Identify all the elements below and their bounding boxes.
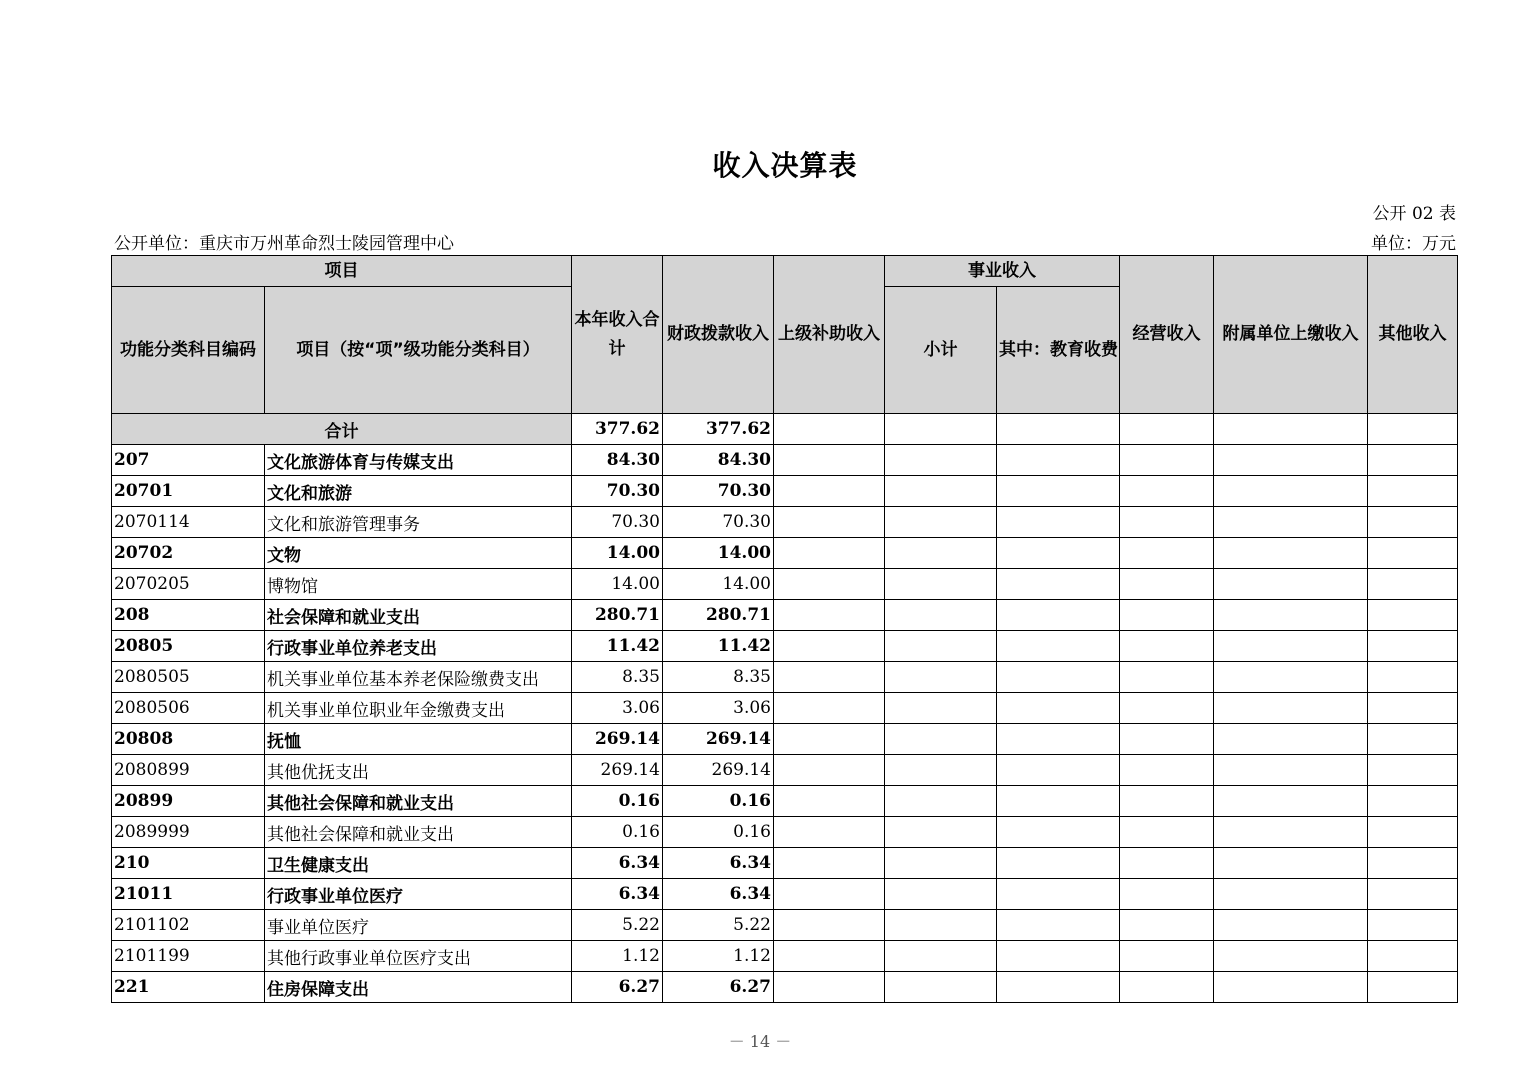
row-name: 机关事业单位职业年金缴费支出 [265,693,572,724]
row-total-income: 14.00 [572,538,663,569]
empty-cell [774,414,885,445]
empty-cell [774,693,885,724]
empty-cell [1368,786,1458,817]
table-row [112,879,1458,910]
header-other: 其他收入 [1368,256,1458,414]
empty-cell [1214,755,1368,786]
header-affiliated: 附属单位上缴收入 [1214,256,1368,414]
empty-cell [1368,476,1458,507]
empty-cell [774,910,885,941]
empty-cell [885,910,997,941]
row-code: 210 [112,848,265,879]
table-row [112,817,1458,848]
table-row [112,786,1458,817]
row-total-income: 0.16 [572,786,663,817]
row-fiscal: 269.14 [663,724,774,755]
empty-cell [1214,972,1368,1003]
empty-cell [1120,910,1214,941]
empty-cell [997,941,1120,972]
row-fiscal: 0.16 [663,786,774,817]
empty-cell [885,600,997,631]
row-fiscal: 6.34 [663,848,774,879]
empty-cell [885,786,997,817]
empty-cell [997,569,1120,600]
empty-cell [1368,569,1458,600]
empty-cell [885,972,997,1003]
empty-cell [1214,414,1368,445]
total-row [112,414,1458,445]
empty-cell [1120,879,1214,910]
row-name: 行政事业单位养老支出 [265,631,572,662]
row-code: 207 [112,445,265,476]
empty-cell [1120,786,1214,817]
row-name: 卫生健康支出 [265,848,572,879]
header-item-group: 项目 [112,256,572,287]
empty-cell [1368,910,1458,941]
empty-cell [774,972,885,1003]
table-row [112,755,1458,786]
empty-cell [885,724,997,755]
income-table [111,255,1458,1003]
empty-cell [1214,569,1368,600]
row-total-income: 280.71 [572,600,663,631]
empty-cell [1120,476,1214,507]
table-row [112,662,1458,693]
row-total-income: 6.34 [572,848,663,879]
empty-cell [774,445,885,476]
empty-cell [997,445,1120,476]
header-education-fee: 其中：教育收费 [997,287,1120,414]
row-total-income: 8.35 [572,662,663,693]
empty-cell [1214,538,1368,569]
row-name: 抚恤 [265,724,572,755]
empty-cell [1214,941,1368,972]
row-total-income: 70.30 [572,507,663,538]
empty-cell [1120,445,1214,476]
total-label: 合计 [112,414,572,445]
row-total-income: 5.22 [572,910,663,941]
org-label: 公开单位：重庆市万州革命烈士陵园管理中心 [114,234,454,254]
table-code: 公开 02 表 [1372,204,1456,224]
row-fiscal: 6.34 [663,879,774,910]
row-name: 社会保障和就业支出 [265,600,572,631]
empty-cell [774,786,885,817]
empty-cell [1120,755,1214,786]
empty-cell [997,414,1120,445]
empty-cell [774,879,885,910]
empty-cell [1214,693,1368,724]
row-fiscal: 6.27 [663,972,774,1003]
empty-cell [774,507,885,538]
header-superior: 上级补助收入 [774,256,885,414]
total-income-value: 377.62 [572,414,663,445]
empty-cell [885,755,997,786]
empty-cell [1120,569,1214,600]
table-row [112,693,1458,724]
page-title: 收入决算表 [712,149,858,182]
row-total-income: 6.34 [572,879,663,910]
table-row [112,569,1458,600]
empty-cell [885,507,997,538]
row-code: 2080505 [112,662,265,693]
empty-cell [997,879,1120,910]
row-fiscal: 3.06 [663,693,774,724]
empty-cell [885,879,997,910]
empty-cell [1214,848,1368,879]
empty-cell [1120,724,1214,755]
row-fiscal: 14.00 [663,569,774,600]
empty-cell [885,693,997,724]
empty-cell [997,972,1120,1003]
empty-cell [1120,538,1214,569]
row-code: 2080899 [112,755,265,786]
empty-cell [885,414,997,445]
empty-cell [774,631,885,662]
row-name: 行政事业单位医疗 [265,879,572,910]
empty-cell [885,848,997,879]
empty-cell [1120,662,1214,693]
row-name: 住房保障支出 [265,972,572,1003]
empty-cell [1368,693,1458,724]
row-total-income: 1.12 [572,941,663,972]
row-name: 博物馆 [265,569,572,600]
empty-cell [997,662,1120,693]
empty-cell [1368,848,1458,879]
empty-cell [997,507,1120,538]
row-name: 文物 [265,538,572,569]
table-row [112,724,1458,755]
empty-cell [1214,600,1368,631]
row-name: 其他行政事业单位医疗支出 [265,941,572,972]
row-code: 20701 [112,476,265,507]
row-total-income: 70.30 [572,476,663,507]
empty-cell [997,476,1120,507]
table-row [112,507,1458,538]
empty-cell [774,724,885,755]
empty-cell [774,600,885,631]
row-name: 文化和旅游管理事务 [265,507,572,538]
header-total-income: 本年收入合计 [572,256,663,414]
empty-cell [774,538,885,569]
empty-cell [1368,879,1458,910]
row-code: 221 [112,972,265,1003]
empty-cell [997,724,1120,755]
header-subtotal: 小计 [885,287,997,414]
empty-cell [1120,941,1214,972]
empty-cell [1214,662,1368,693]
empty-cell [1214,910,1368,941]
empty-cell [997,631,1120,662]
table-row [112,972,1458,1003]
row-name: 事业单位医疗 [265,910,572,941]
empty-cell [997,817,1120,848]
empty-cell [1368,538,1458,569]
empty-cell [1214,507,1368,538]
table-row [112,476,1458,507]
empty-cell [997,910,1120,941]
row-name: 文化旅游体育与传媒支出 [265,445,572,476]
row-fiscal: 70.30 [663,476,774,507]
row-total-income: 6.27 [572,972,663,1003]
header-name: 项目（按“项”级功能分类科目） [265,287,572,414]
empty-cell [1368,445,1458,476]
table-row [112,910,1458,941]
header-fiscal: 财政拨款收入 [663,256,774,414]
empty-cell [1368,972,1458,1003]
header-code: 功能分类科目编码 [112,287,265,414]
page-number: － 14 － [728,1032,792,1051]
empty-cell [1368,817,1458,848]
empty-cell [885,631,997,662]
row-code: 2070205 [112,569,265,600]
empty-cell [1214,786,1368,817]
row-name: 其他优抚支出 [265,755,572,786]
empty-cell [1214,879,1368,910]
row-fiscal: 269.14 [663,755,774,786]
row-total-income: 84.30 [572,445,663,476]
empty-cell [774,662,885,693]
header-operating: 经营收入 [1120,256,1214,414]
row-code: 2101102 [112,910,265,941]
row-code: 20805 [112,631,265,662]
empty-cell [1120,848,1214,879]
table-row [112,445,1458,476]
row-fiscal: 1.12 [663,941,774,972]
empty-cell [885,538,997,569]
empty-cell [885,817,997,848]
empty-cell [1368,600,1458,631]
row-fiscal: 14.00 [663,538,774,569]
empty-cell [1214,476,1368,507]
header-business-group: 事业收入 [885,256,1120,287]
row-code: 20808 [112,724,265,755]
row-code: 2070114 [112,507,265,538]
row-fiscal: 5.22 [663,910,774,941]
row-total-income: 269.14 [572,724,663,755]
row-name: 其他社会保障和就业支出 [265,786,572,817]
row-name: 文化和旅游 [265,476,572,507]
row-code: 2089999 [112,817,265,848]
row-code: 208 [112,600,265,631]
empty-cell [774,755,885,786]
empty-cell [1214,445,1368,476]
row-total-income: 0.16 [572,817,663,848]
empty-cell [1214,724,1368,755]
row-total-income: 11.42 [572,631,663,662]
table-row [112,631,1458,662]
empty-cell [1368,724,1458,755]
empty-cell [885,476,997,507]
empty-cell [885,569,997,600]
empty-cell [885,941,997,972]
empty-cell [1214,631,1368,662]
empty-cell [1120,414,1214,445]
row-fiscal: 84.30 [663,445,774,476]
empty-cell [1120,507,1214,538]
row-fiscal: 280.71 [663,600,774,631]
row-code: 2080506 [112,693,265,724]
empty-cell [1120,600,1214,631]
empty-cell [1368,507,1458,538]
unit-label: 单位：万元 [1371,234,1456,254]
empty-cell [997,538,1120,569]
empty-cell [997,755,1120,786]
empty-cell [997,693,1120,724]
empty-cell [774,848,885,879]
row-name: 其他社会保障和就业支出 [265,817,572,848]
empty-cell [1368,631,1458,662]
empty-cell [1120,631,1214,662]
empty-cell [1368,662,1458,693]
empty-cell [1368,414,1458,445]
empty-cell [885,662,997,693]
row-total-income: 3.06 [572,693,663,724]
empty-cell [1214,817,1368,848]
table-row [112,538,1458,569]
row-fiscal: 70.30 [663,507,774,538]
table-row [112,600,1458,631]
empty-cell [1120,972,1214,1003]
empty-cell [885,445,997,476]
row-code: 20899 [112,786,265,817]
empty-cell [997,848,1120,879]
row-fiscal: 11.42 [663,631,774,662]
table-row [112,848,1458,879]
row-code: 20702 [112,538,265,569]
row-fiscal: 8.35 [663,662,774,693]
row-code: 21011 [112,879,265,910]
row-total-income: 14.00 [572,569,663,600]
empty-cell [774,569,885,600]
empty-cell [1120,693,1214,724]
empty-cell [997,786,1120,817]
empty-cell [774,476,885,507]
row-total-income: 269.14 [572,755,663,786]
empty-cell [774,941,885,972]
row-fiscal: 0.16 [663,817,774,848]
total-fiscal-value: 377.62 [663,414,774,445]
row-name: 机关事业单位基本养老保险缴费支出 [265,662,572,693]
empty-cell [1120,817,1214,848]
row-code: 2101199 [112,941,265,972]
table-row [112,941,1458,972]
empty-cell [1368,755,1458,786]
empty-cell [1368,941,1458,972]
empty-cell [774,817,885,848]
empty-cell [997,600,1120,631]
